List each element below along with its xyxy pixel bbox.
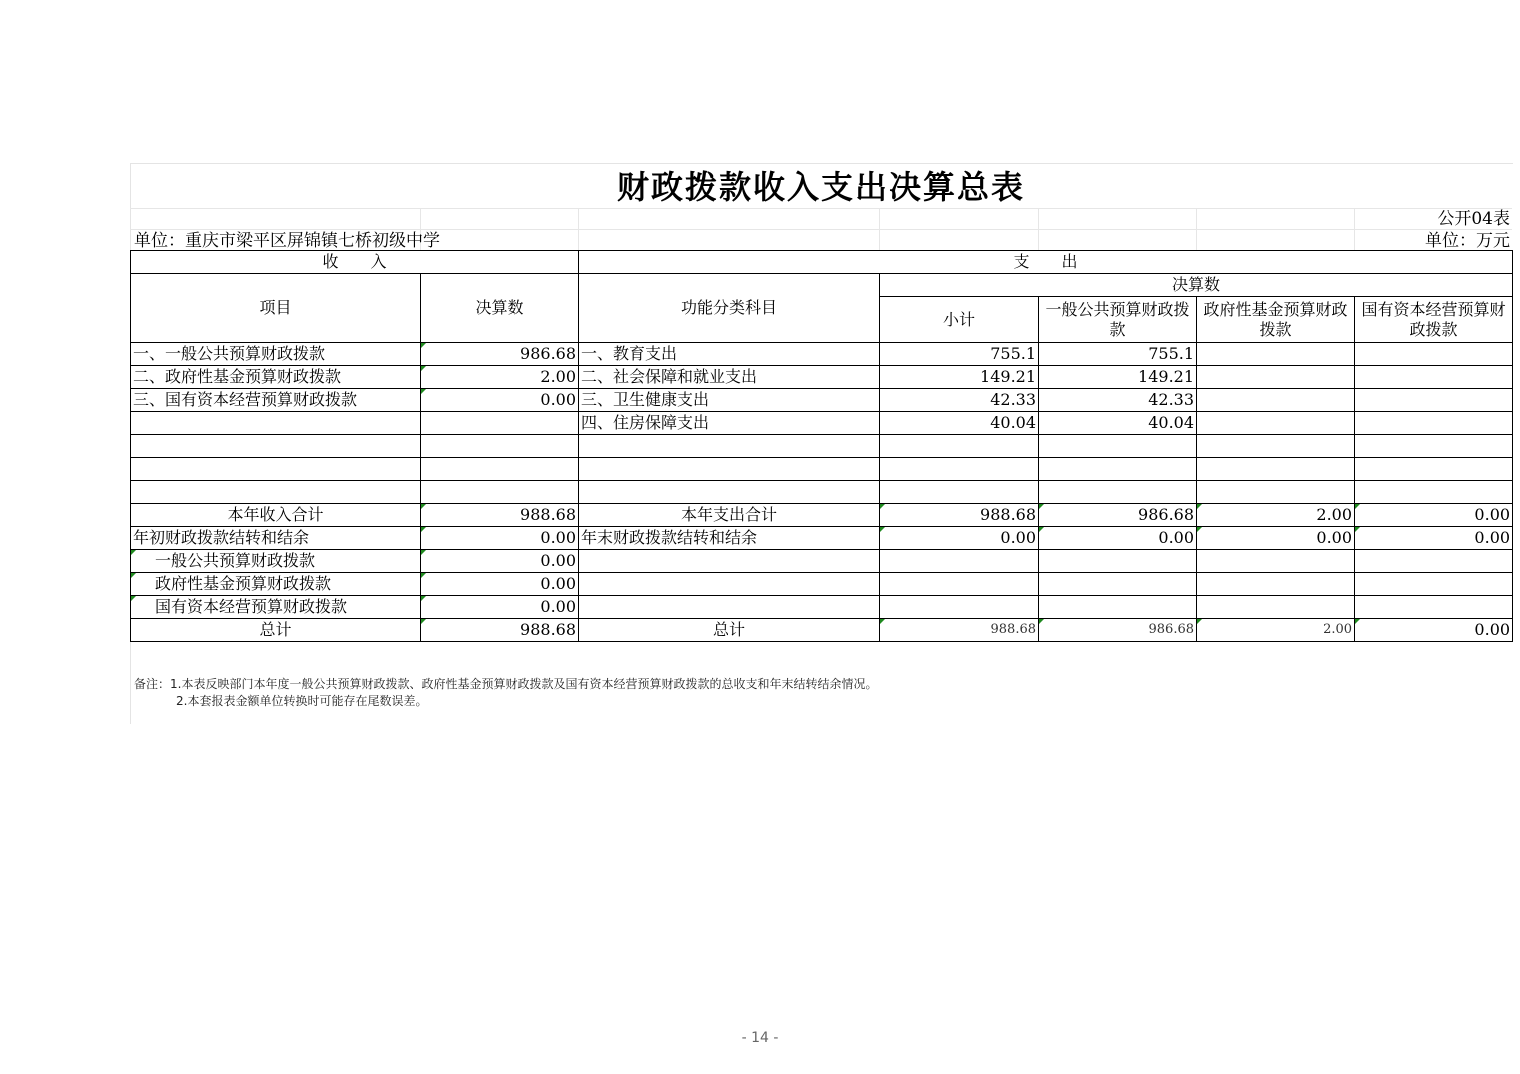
- income-item: [131, 412, 421, 435]
- grand-subtotal: 988.68: [880, 619, 1039, 642]
- expense-fund: [1197, 389, 1355, 412]
- expense-total-label: 本年支出合计: [579, 504, 880, 527]
- table-row: [131, 366, 1513, 389]
- end-carryover-subtotal: 0.00: [880, 527, 1039, 550]
- income-amount: 986.68: [421, 343, 579, 366]
- col-function-subject-header: 功能分类科目: [579, 274, 880, 343]
- expense-total-fund: 2.00: [1197, 504, 1355, 527]
- col-general-public-header: 一般公共预算财政拨款: [1039, 297, 1197, 343]
- carryover-sub-amount: 0.00: [421, 573, 579, 596]
- table-row: [131, 412, 1513, 435]
- expense-total-subtotal: 988.68: [880, 504, 1039, 527]
- notes: [134, 676, 877, 710]
- carryover-sub-amount: 0.00: [421, 550, 579, 573]
- page-number: - 14 -: [741, 1030, 779, 1046]
- carryover-sub-label: 国有资本经营预算财政拨款: [131, 596, 421, 619]
- note-line-1: 备注：1.本表反映部门本年度一般公共预算财政拨款、政府性基金预算财政拨款及国有资本经营预算财政拨款的总收支和年末结转结余情况。: [134, 677, 878, 691]
- expense-item: 四、住房保障支出: [579, 412, 880, 435]
- expense-general: 40.04: [1039, 412, 1197, 435]
- end-carryover-fund: 0.00: [1197, 527, 1355, 550]
- grand-total-row: [131, 619, 1513, 642]
- grand-general: 986.68: [1039, 619, 1197, 642]
- carryover-sub-amount: 0.00: [421, 596, 579, 619]
- carryover-row: [131, 527, 1513, 550]
- end-carryover-capital: 0.00: [1355, 527, 1513, 550]
- grand-expense-label: 总计: [579, 619, 880, 642]
- expense-total-capital: 0.00: [1355, 504, 1513, 527]
- income-item: 一、一般公共预算财政拨款: [131, 343, 421, 366]
- expense-fund: [1197, 366, 1355, 389]
- expense-general: 755.1: [1039, 343, 1197, 366]
- expense-subtotal: 40.04: [880, 412, 1039, 435]
- income-item: 二、政府性基金预算财政拨款: [131, 366, 421, 389]
- expense-capital: [1355, 343, 1513, 366]
- end-carryover-general: 0.00: [1039, 527, 1197, 550]
- grand-fund: 2.00: [1197, 619, 1355, 642]
- income-header: 收 入: [131, 251, 579, 274]
- currency-unit: 单位：万元: [1425, 231, 1510, 251]
- unit-name: 单位：重庆市梁平区屏锦镇七桥初级中学: [134, 231, 440, 251]
- end-carryover-label: 年末财政拨款结转和结余: [579, 527, 880, 550]
- grand-income-label: 总计: [131, 619, 421, 642]
- expense-subtotal: 42.33: [880, 389, 1039, 412]
- fiscal-summary-table: [130, 250, 1513, 642]
- expense-capital: [1355, 389, 1513, 412]
- empty-row: [131, 458, 1513, 481]
- empty-row: [131, 435, 1513, 458]
- table-row: [131, 343, 1513, 366]
- annual-total-row: [131, 504, 1513, 527]
- expense-subtotal: 755.1: [880, 343, 1039, 366]
- carryover-sub-row: [131, 596, 1513, 619]
- carryover-sub-row: [131, 550, 1513, 573]
- expense-header: 支 出: [579, 251, 1513, 274]
- begin-carryover-label: 年初财政拨款结转和结余: [131, 527, 421, 550]
- income-amount: [421, 412, 579, 435]
- carryover-sub-label: 政府性基金预算财政拨款: [131, 573, 421, 596]
- col-gov-fund-header: 政府性基金预算财政拨款: [1197, 297, 1355, 343]
- carryover-sub-row: [131, 573, 1513, 596]
- note-line-2: 2.本套报表金额单位转换时可能存在尾数误差。: [176, 694, 428, 708]
- col-final-amount-header: 决算数: [421, 274, 579, 343]
- income-item: 三、国有资本经营预算财政拨款: [131, 389, 421, 412]
- table-row: [131, 389, 1513, 412]
- grand-income-amount: 988.68: [421, 619, 579, 642]
- empty-row: [131, 481, 1513, 504]
- expense-total-general: 986.68: [1039, 504, 1197, 527]
- income-total-label: 本年收入合计: [131, 504, 421, 527]
- expense-item: 二、社会保障和就业支出: [579, 366, 880, 389]
- expense-capital: [1355, 412, 1513, 435]
- expense-item: 一、教育支出: [579, 343, 880, 366]
- expense-fund: [1197, 412, 1355, 435]
- begin-carryover-amount: 0.00: [421, 527, 579, 550]
- expense-subtotal: 149.21: [880, 366, 1039, 389]
- income-total: 988.68: [421, 504, 579, 527]
- expense-fund: [1197, 343, 1355, 366]
- col-item-header: 项目: [131, 274, 421, 343]
- income-amount: 2.00: [421, 366, 579, 389]
- col-subtotal-header: 小计: [880, 297, 1039, 343]
- carryover-sub-label: 一般公共预算财政拨款: [131, 550, 421, 573]
- expense-general: 149.21: [1039, 366, 1197, 389]
- expense-general: 42.33: [1039, 389, 1197, 412]
- expense-capital: [1355, 366, 1513, 389]
- expense-item: 三、卫生健康支出: [579, 389, 880, 412]
- grand-capital: 0.00: [1355, 619, 1513, 642]
- form-code: 公开04表: [1437, 209, 1510, 229]
- col-state-capital-header: 国有资本经营预算财政拨款: [1355, 297, 1513, 343]
- income-amount: 0.00: [421, 389, 579, 412]
- report-title: 财政拨款收入支出决算总表: [616, 168, 1025, 206]
- final-group-header: 决算数: [880, 274, 1513, 297]
